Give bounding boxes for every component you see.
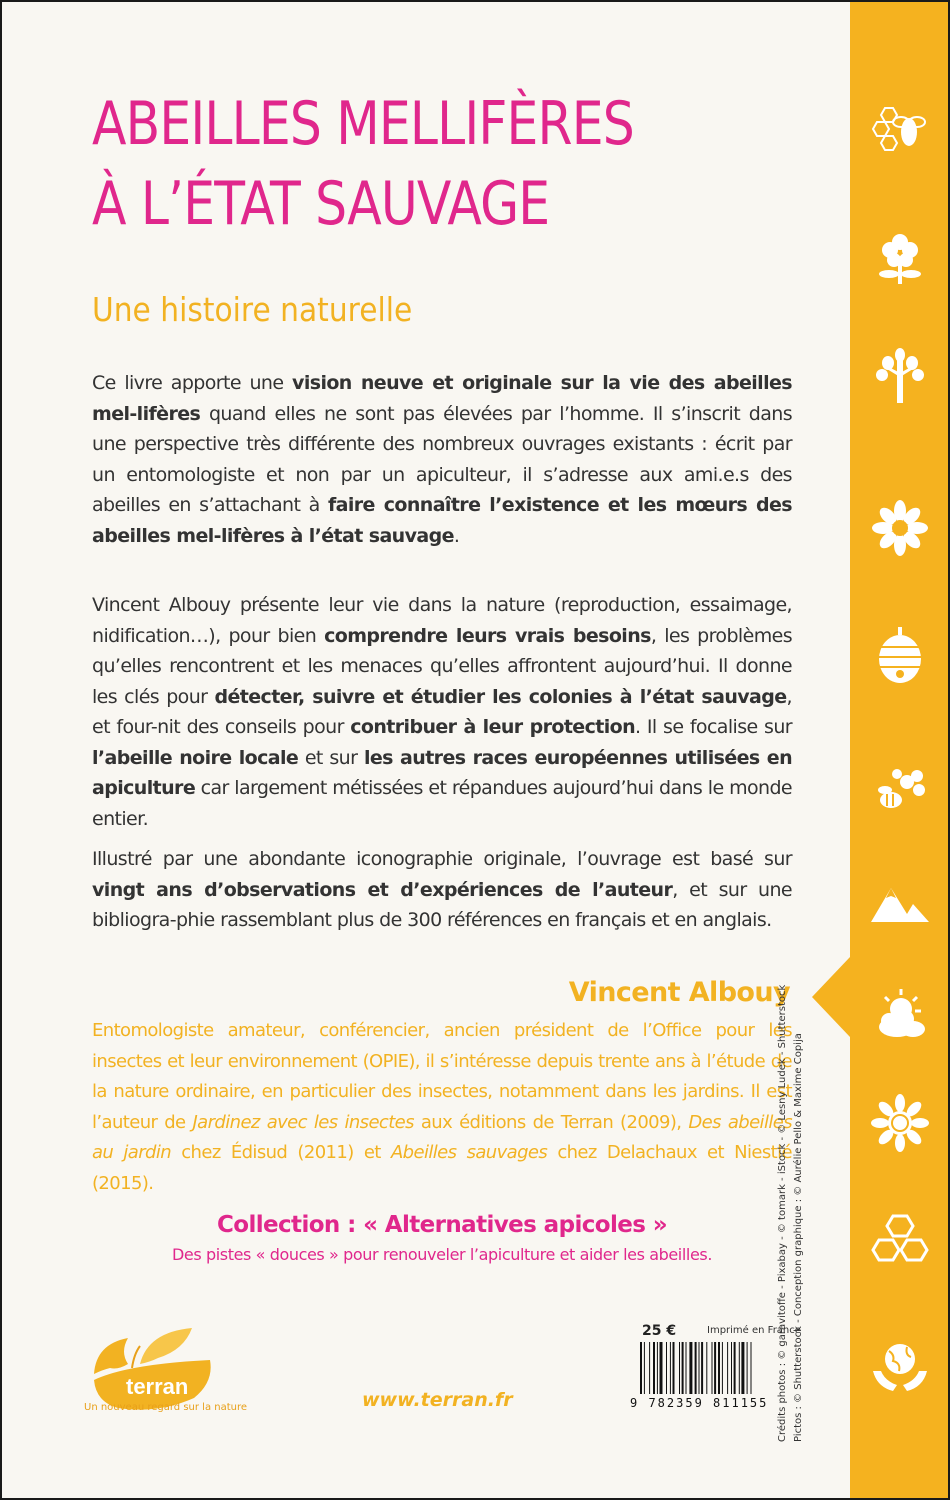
text-run: aux éditions de Terran (2009), bbox=[413, 1111, 689, 1133]
flower-icon bbox=[871, 230, 929, 288]
barcode-bar bbox=[731, 1342, 732, 1394]
bold-run: les autres races européennes utilisées en apiculture bbox=[92, 746, 793, 799]
author-bio bbox=[92, 1016, 792, 1199]
author-name: Vincent Albouy bbox=[568, 977, 790, 1008]
book-reference: Des abeilles au jardin bbox=[92, 1111, 793, 1163]
honeycomb-icon bbox=[871, 1212, 929, 1270]
text-run: , les problèmes qu’elles rencontrent et les menaces qu’elles affrontent aujourd’hui. Il donne les clés pour bbox=[92, 624, 792, 708]
book-subtitle: Une histoire naturelle bbox=[92, 290, 413, 329]
barcode-bar bbox=[644, 1342, 645, 1394]
credits-line-2: Pictos : © Shutterstock - Conception graphique : © Aurélie Pello & Maxime Copija bbox=[793, 1033, 804, 1442]
barcode-bar bbox=[640, 1342, 642, 1394]
barcode-bar bbox=[649, 1342, 650, 1394]
barcode-bar bbox=[718, 1342, 720, 1394]
credits-line-1: Crédits photos : © garavitoffe - Pixabay - © tomark - iStock - © Lesny Ludek - Shutterstock bbox=[777, 984, 788, 1442]
text-run: chez Édisud (2011) et bbox=[171, 1142, 391, 1163]
barcode-bar bbox=[751, 1342, 752, 1394]
barcode-bar bbox=[695, 1342, 697, 1394]
icon-sidebar bbox=[850, 2, 948, 1498]
bold-run: vision neuve et originale sur la vie des abeilles mel-lifères bbox=[92, 372, 792, 425]
barcode-bar bbox=[712, 1342, 713, 1394]
collection-title: Collection : « Alternatives apicoles » bbox=[216, 1212, 668, 1238]
tree-icon bbox=[871, 347, 929, 405]
isbn-digits: 9 782359 811155 bbox=[630, 1396, 769, 1410]
sidebar-pointer bbox=[812, 957, 850, 1037]
price: 25 € bbox=[642, 1323, 677, 1339]
text-run: car largement métissées et répandues aujourd’hui dans le monde entier. bbox=[92, 777, 792, 830]
collection-subtitle: Des pistes « douces » pour renouveler l’apiculture et aider les abeilles. bbox=[171, 1245, 713, 1264]
barcode-bar bbox=[673, 1342, 675, 1394]
terran-logo bbox=[88, 1324, 218, 1414]
description-paragraph-2 bbox=[92, 590, 792, 834]
barcode-bar bbox=[686, 1342, 687, 1394]
barcode-bar bbox=[701, 1342, 703, 1394]
barcode-bar bbox=[714, 1342, 716, 1394]
text-run: , et sur une bibliogra-phie rassemblant plus de 300 références en français et en anglais. bbox=[92, 878, 793, 931]
text-run: et sur bbox=[298, 746, 364, 769]
barcode-bar bbox=[670, 1342, 671, 1394]
description-paragraph-3 bbox=[92, 844, 792, 936]
title-line-1: ABEILLES MELLIFÈRES bbox=[92, 89, 634, 159]
barcode-bar bbox=[706, 1342, 707, 1394]
description-paragraph-1 bbox=[92, 368, 792, 551]
title-line-2: À L’ÉTAT SAUVAGE bbox=[92, 169, 550, 239]
barcode-bar bbox=[682, 1342, 684, 1394]
book-reference: Abeilles sauvages bbox=[390, 1142, 548, 1163]
text-run: , et four-nit des conseils pour bbox=[92, 685, 792, 738]
book-title bbox=[92, 84, 680, 244]
book-reference: Jardinez avec les insectes bbox=[192, 1111, 414, 1133]
bee-flower-icon bbox=[871, 764, 929, 822]
barcode-bar bbox=[679, 1342, 680, 1394]
printed-in: Imprimé en France bbox=[707, 1325, 801, 1336]
bold-run: faire connaître l’existence et les mœurs des abeilles mel-lifères à l’état sauvage bbox=[92, 494, 792, 547]
bold-run: vingt ans d’observations et d’expériences de l’auteur bbox=[92, 878, 673, 901]
barcode bbox=[638, 1342, 790, 1394]
bold-run: l’abeille noire locale bbox=[92, 746, 299, 769]
barcode-bar bbox=[734, 1342, 736, 1394]
bold-run: détecter, suivre et étudier les colonies à l’état sauvage bbox=[214, 685, 787, 708]
text-run: . Il se focalise sur bbox=[635, 716, 792, 738]
sun-cloud-icon bbox=[871, 987, 929, 1045]
photo-credits bbox=[775, 984, 845, 1442]
barcode-bar bbox=[660, 1342, 663, 1394]
barcode-bar bbox=[747, 1342, 748, 1394]
sunflower-icon bbox=[871, 1094, 929, 1152]
barcode-bar bbox=[666, 1342, 667, 1394]
beehive-icon bbox=[871, 627, 929, 685]
barcode-bar bbox=[657, 1342, 658, 1394]
text-run: quand elles ne sont pas élevées par l’homme. Il s’inscrit dans une perspective très différente des nombreux ouvrages existants : écrit par un entomologiste et non par un apiculteur, il s’adresse aux ami.e.s des abeilles en s’attachant à bbox=[92, 402, 792, 516]
earth-hands-icon bbox=[871, 1337, 929, 1395]
bold-run: contribuer à leur protection bbox=[350, 716, 636, 738]
barcode-bar bbox=[653, 1342, 655, 1394]
honeycomb-bee-icon bbox=[871, 102, 929, 160]
daisy-icon bbox=[871, 499, 929, 557]
bold-run: comprendre leurs vrais besoins bbox=[324, 624, 651, 647]
barcode-bar bbox=[689, 1342, 692, 1394]
text-run: . bbox=[453, 524, 460, 547]
text-run: Ce livre apporte une bbox=[92, 372, 293, 394]
barcode-bar bbox=[722, 1342, 723, 1394]
text-run: chez Delachaux et Niestlé (2015). bbox=[92, 1142, 792, 1194]
barcode-bar bbox=[727, 1342, 728, 1394]
publisher-tagline: Un nouveau regard sur la nature bbox=[84, 1402, 248, 1413]
text-run: Vincent Albouy présente leur vie dans la nature (reproduction, essaimage, nidification…), pour bien bbox=[92, 594, 792, 647]
barcode-bar bbox=[741, 1342, 744, 1394]
text-run: Illustré par une abondante iconographie originale, l’ouvrage est basé sur bbox=[92, 848, 792, 870]
barcode-bar bbox=[739, 1342, 740, 1394]
text-run: Entomologiste amateur, conférencier, ancien président de l’Office pour les insectes et leur environnement (OPIE), il s’intéresse depuis trente ans à l’étude de la nature ordinaire, en particulier des insectes, notamment dans les jardins. Il est l’auteur de bbox=[92, 1020, 792, 1133]
barcode-bar bbox=[699, 1342, 700, 1394]
logo-text: terran bbox=[126, 1374, 189, 1399]
publisher-website[interactable]: www.terran.fr bbox=[362, 1389, 513, 1411]
mountains-icon bbox=[871, 874, 929, 932]
